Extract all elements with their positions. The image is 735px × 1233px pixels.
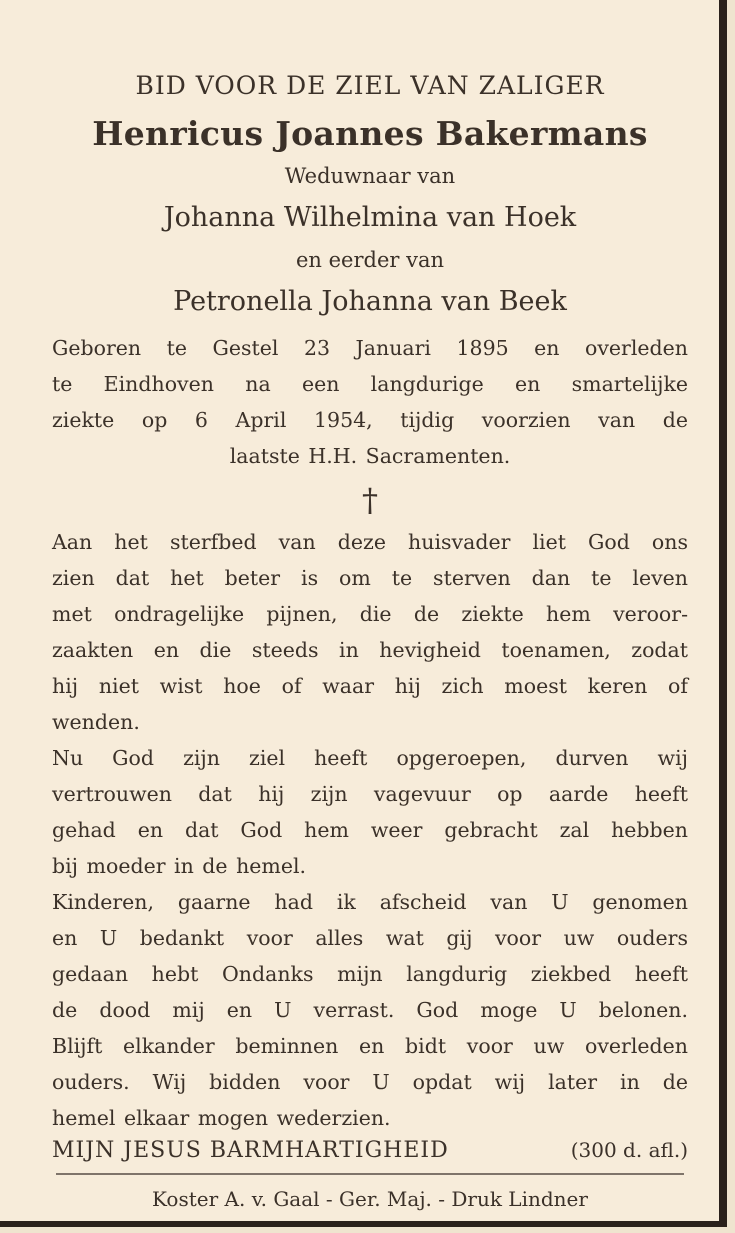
text-line: gehad en dat God hem weer gebracht zal hebben: [52, 818, 688, 842]
text-line: Nu God zijn ziel heeft opgeroepen, durven wij: [52, 746, 688, 770]
closing-line: [52, 1138, 688, 1163]
earlier-label: en eerder van: [295, 248, 444, 272]
biography: [52, 330, 688, 474]
paragraph-first: [52, 524, 688, 740]
paragraph-third: [52, 884, 688, 1136]
text-line: gedaan hebt Ondanks mijn langdurig ziekbed heeft: [52, 962, 688, 986]
spouse-second: Petronella Johanna van Beek: [173, 286, 567, 317]
paragraph-second: [52, 740, 688, 884]
prayer-heading: BID VOOR DE ZIEL VAN ZALIGER: [135, 71, 605, 100]
text-line: Aan het sterfbed van deze huisvader liet God ons: [52, 530, 688, 554]
biography-line: te Eindhoven na een langdurige en smartelijke: [52, 372, 688, 396]
text-line: de dood mij en U verrast. God moge U belonen.: [52, 998, 688, 1022]
text-line: en U bedankt voor alles wat gij voor uw ouders: [52, 926, 688, 950]
widower-label: Weduwnaar van: [284, 164, 456, 188]
text-line: Blijft elkander beminnen en bidt voor uw overleden: [52, 1034, 688, 1058]
deceased-name: Henricus Joannes Bakermans: [92, 114, 648, 153]
biography-line: ziekte op 6 April 1954, tijdig voorzien van de: [52, 408, 688, 432]
card-content: [52, 66, 688, 1223]
biography-line: laatste H.H. Sacramenten.: [229, 444, 511, 468]
text-line: vertrouwen dat hij zijn vagevuur op aarde heeft: [52, 782, 688, 806]
cross-icon: †: [362, 481, 378, 519]
text-line: zien dat het beter is om te sterven dan te leven: [52, 566, 688, 590]
spouse-first: Johanna Wilhelmina van Hoek: [163, 202, 577, 233]
biography-line: Geboren te Gestel 23 Januari 1895 en overleden: [52, 336, 688, 360]
text-line: ouders. Wij bidden voor U opdat wij later in de: [52, 1070, 688, 1094]
text-line: hemel elkaar mogen wederzien.: [52, 1106, 391, 1130]
text-line: met ondragelijke pijnen, die de ziekte hem veroor-: [52, 602, 688, 626]
text-line: hij niet wist hoe of waar hij zich moest keren of: [52, 674, 688, 698]
printer-credit: Koster A. v. Gaal - Ger. Maj. - Druk Lindner: [152, 1187, 588, 1211]
text-line: Kinderen, gaarne had ik afscheid van U genomen: [52, 890, 688, 914]
text-line: zaakten en die steeds in hevigheid toenamen, zodat: [52, 638, 688, 662]
invocation-text: MIJN JESUS BARMHARTIGHEID: [52, 1138, 449, 1163]
indulgence-text: (300 d. afl.): [570, 1138, 688, 1162]
text-line: wenden.: [52, 710, 140, 734]
text-line: bij moeder in de hemel.: [52, 854, 307, 878]
